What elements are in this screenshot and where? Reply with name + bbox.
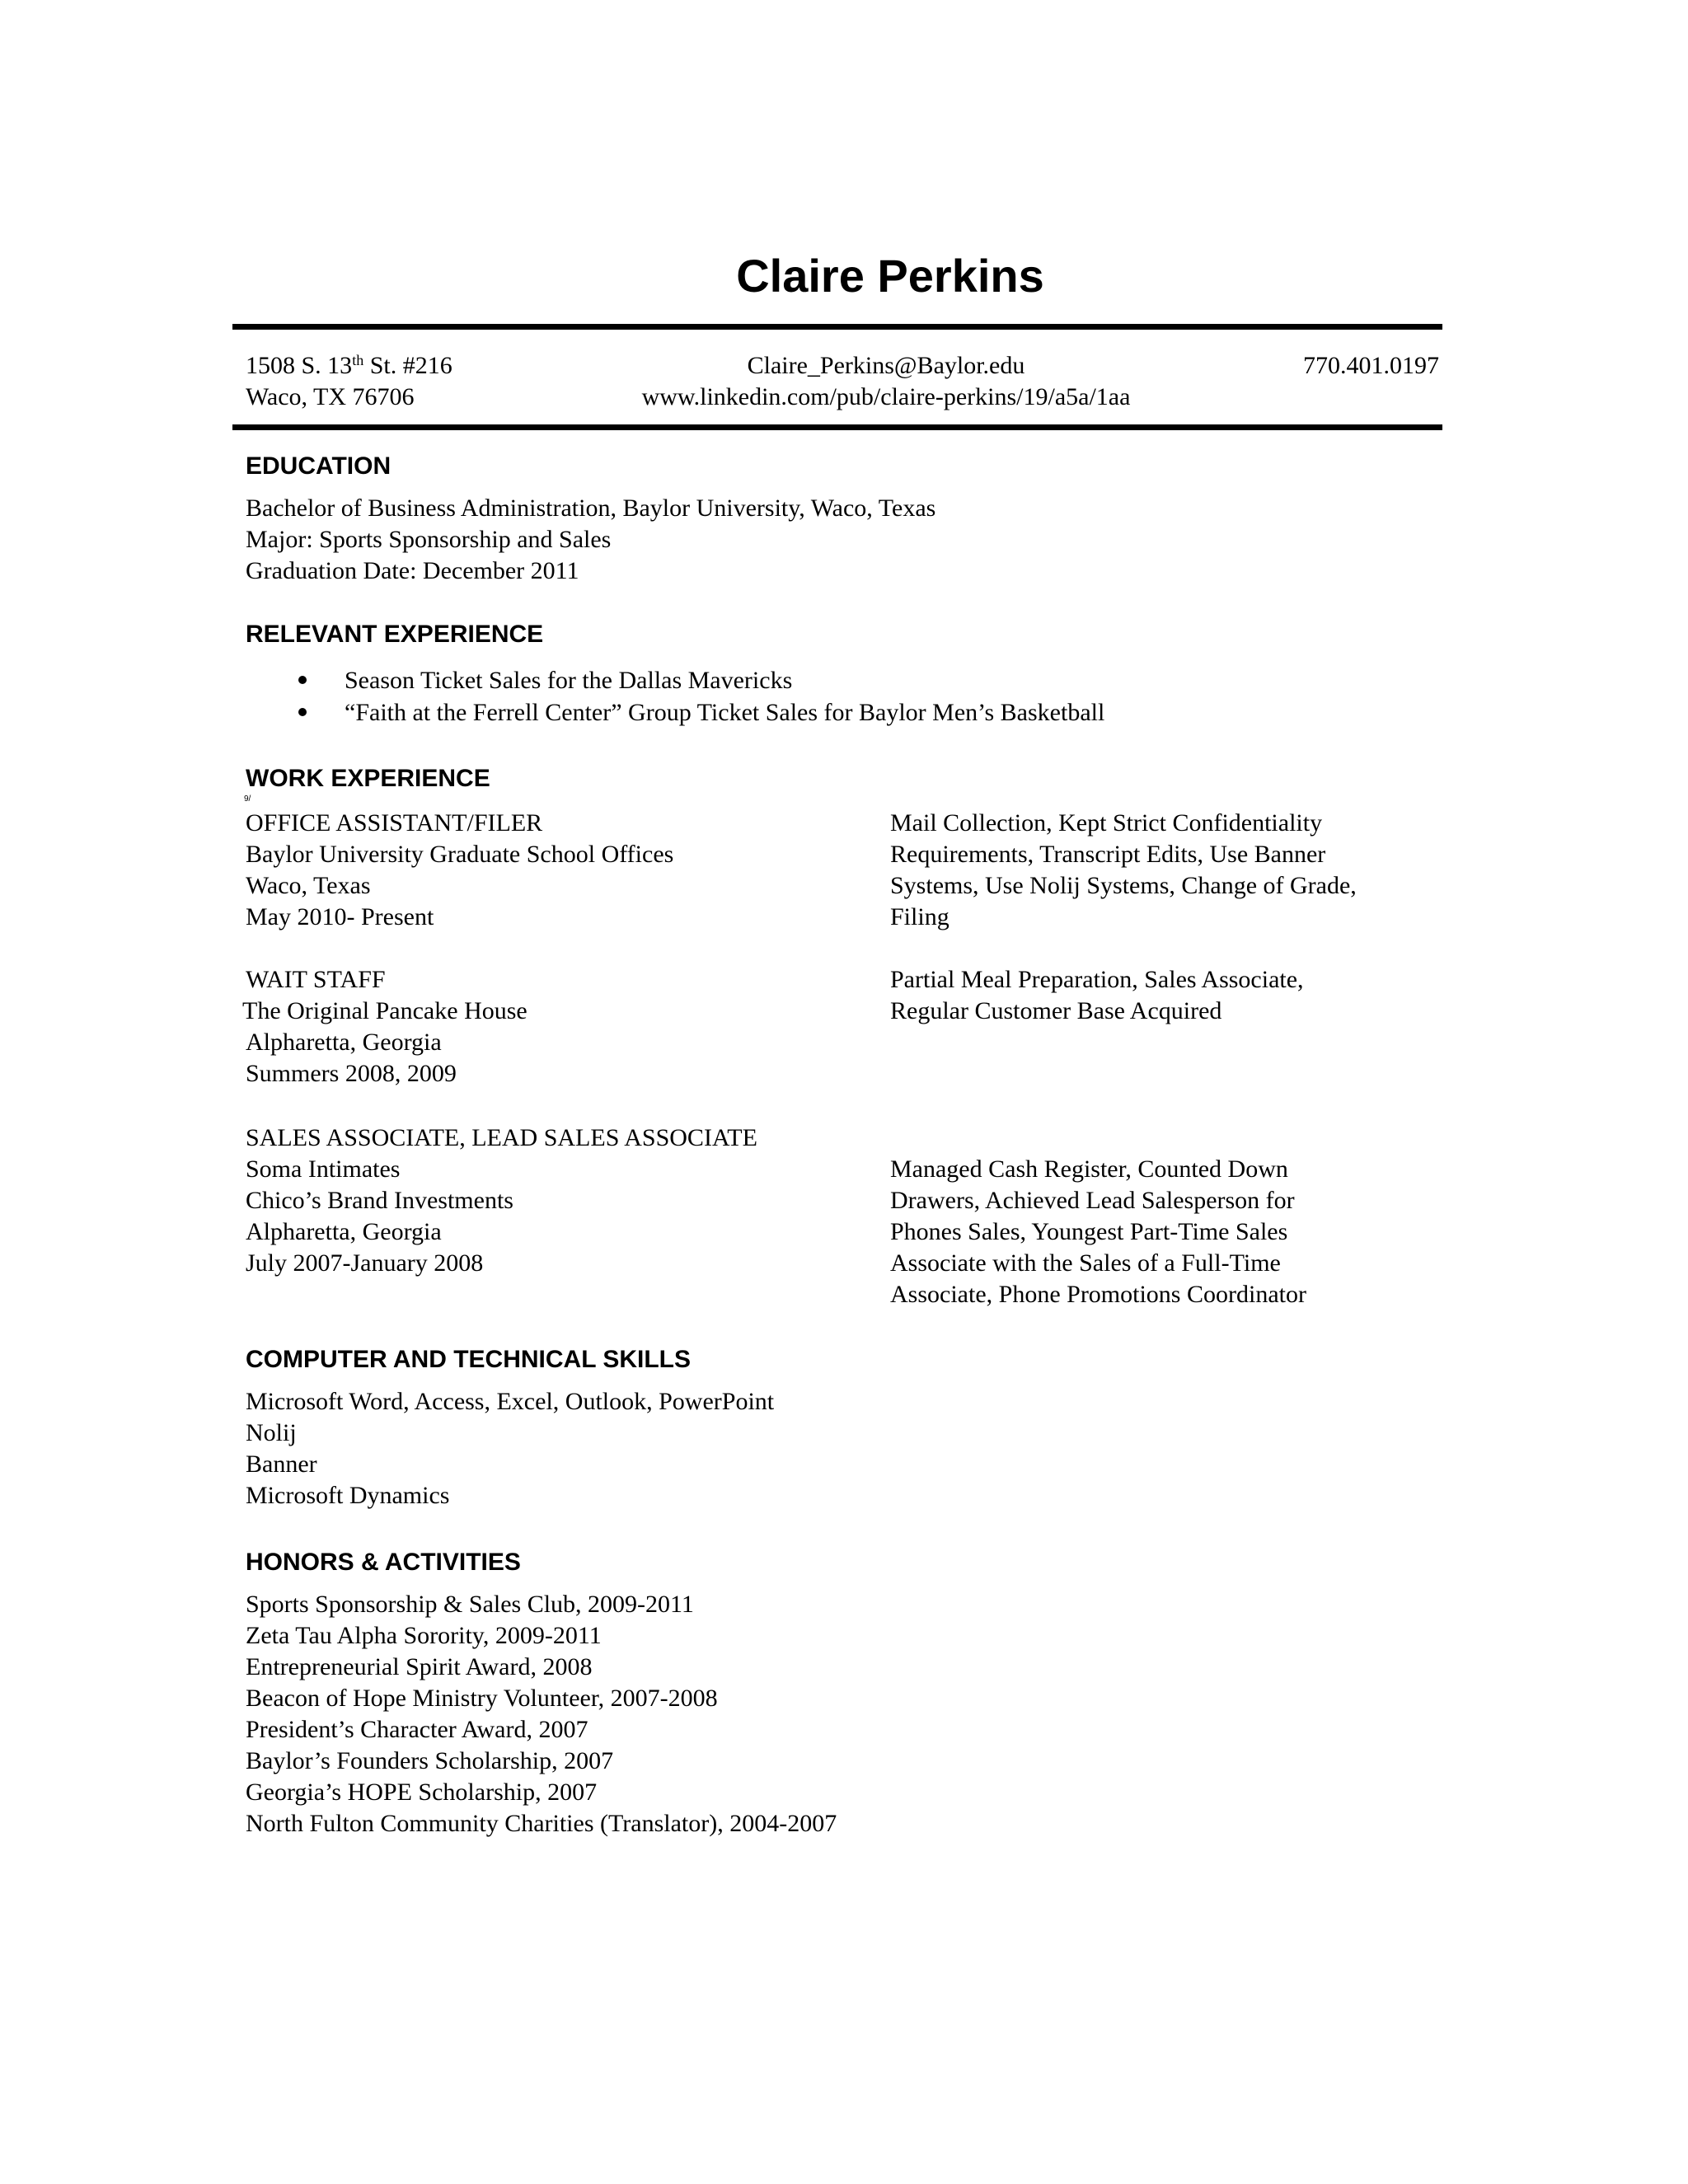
skills-list	[246, 1386, 774, 1511]
job-wait-staff	[242, 964, 528, 1090]
address-line-1: 1508 S. 13th St. #216	[246, 352, 452, 379]
contact-phone	[1303, 350, 1439, 382]
job-dates: Summers 2008, 2009	[246, 1060, 457, 1087]
job-dates: May 2010- Present	[246, 903, 434, 930]
job-wait-staff-duties: Partial Meal Preparation, Sales Associate, Regular Customer Base Acquired	[890, 966, 1304, 1024]
email-link[interactable]: Claire_Perkins@Baylor.edu	[747, 352, 1025, 379]
honors-list	[246, 1589, 837, 1840]
job-dates: July 2007-January 2008	[246, 1249, 484, 1277]
list-item: Beacon of Hope Ministry Volunteer, 2007-2008	[246, 1685, 718, 1712]
list-item: President’s Character Award, 2007	[246, 1716, 588, 1743]
job-location: Waco, Texas	[246, 872, 371, 899]
list-item: Entrepreneurial Spirit Award, 2008	[246, 1653, 593, 1680]
job-employer-parent: Chico’s Brand Investments	[246, 1187, 513, 1214]
education-block	[246, 493, 935, 587]
education-heading: EDUCATION	[246, 452, 392, 480]
job-location: Alpharetta, Georgia	[246, 1029, 442, 1056]
list-item: Baylor’s Founders Scholarship, 2007	[246, 1747, 614, 1774]
job-title: WAIT STAFF	[246, 966, 386, 993]
list-item: Sports Sponsorship & Sales Club, 2009-2011	[246, 1591, 694, 1618]
list-item: North Fulton Community Charities (Translator), 2004-2007	[246, 1810, 837, 1837]
job-employer: Baylor University Graduate School Offices	[246, 841, 674, 868]
address-line-2: Waco, TX 76706	[246, 383, 415, 410]
bullet-icon	[298, 708, 307, 716]
honors-heading: HONORS & ACTIVITIES	[246, 1549, 521, 1576]
resume-page: Claire Perkins 1508 S. 13th St. #216 Waco, TX 76706 Claire_Perkins@Baylor.edu www.linkedin.com/pub/claire-perkins/19/a5a/1aa 770.401.0197 EDUCATION Bachelor of Business Administration, Baylor University, Waco, Texas Major: Sports Sponsorship and Sales Graduation Date: December 2011 RELEVANT EXPERIENCE Season Ticket Sales for the Dallas Mavericks “Faith at the Ferrell Center” Group Ticket Sales for Baylor Men’s Basketball WORK EXPERIENCE 9/ OFFICE ASSISTANT/FILER Baylor University Graduate School Offices Waco, Texas May 2010- Present Mail Collection, Kept Strict Confidentiality Requirements, Transcript Edits, Use Banner Systems, Use Nolij Systems, Change of Grade, Filing WAIT STAFF The Original Pancake House Alpharetta, Georgia Summers 2008, 2009 Partial Meal Preparation, Sales Associate, Regular Customer Base Acquired SALES ASSOCIATE, LEAD SALES ASSOCIATE Soma Intimates Chico’s Brand Investments Alpharetta, Georgia July 2007-January 2008 Managed Cash Register, Counted Down Drawers, Achieved Lead Salesperson for Phones Sales, Youngest Part-Time Sales Associate with the Sales of a Full-Time Associate, Phone Promotions Coordinator COMPUTER AND TECHNICAL SKILLS Microsoft Word, Access, Excel, Outlook, PowerPoint Nolij Banner Microsoft Dynamics HONORS & ACTIVITIES Sports Sponsorship & Sales Club, 2009-2011 Zeta Tau Alpha Sorority, 2009-2011 Entrepreneurial Spirit Award, 2008 Beacon of Hope Ministry Volunteer, 2007-2008 President’s Character Award, 2007 Baylor’s Founders Scholarship, 2007 Georgia’s HOPE Scholarship, 2007 North Fulton Community Charities (Translator), 2004-2007	[0, 0, 1688, 2184]
header-top-rule	[232, 324, 1442, 330]
list-item: Nolij	[246, 1419, 297, 1446]
education-major: Major: Sports Sponsorship and Sales	[246, 526, 612, 553]
list-item: Microsoft Dynamics	[246, 1482, 450, 1509]
job-sales-associate	[246, 1122, 757, 1279]
job-employer: Soma Intimates	[246, 1155, 401, 1183]
job-sales-associate-duties: Managed Cash Register, Counted Down Drawers, Achieved Lead Salesperson for Phones Sales, Youngest Part-Time Sales Associate with the Sales of a Full-Time Associate, Phone Promotions Coordinator	[890, 1155, 1306, 1308]
list-item: Georgia’s HOPE Scholarship, 2007	[246, 1779, 598, 1806]
bullet-icon	[298, 676, 307, 684]
linkedin-link[interactable]: www.linkedin.com/pub/claire-perkins/19/a5a/1aa	[641, 383, 1131, 410]
job-title: SALES ASSOCIATE, LEAD SALES ASSOCIATE	[246, 1124, 757, 1151]
job-office-assistant	[246, 808, 673, 933]
education-graduation: Graduation Date: December 2011	[246, 557, 579, 584]
skills-heading: COMPUTER AND TECHNICAL SKILLS	[246, 1346, 691, 1373]
list-item: Microsoft Word, Access, Excel, Outlook, PowerPoint	[246, 1388, 775, 1415]
education-degree: Bachelor of Business Administration, Baylor University, Waco, Texas	[246, 494, 936, 522]
phone-number: 770.401.0197	[1303, 352, 1439, 379]
resume-name: Claire Perkins	[736, 250, 1044, 302]
list-item: Banner	[246, 1451, 317, 1478]
list-item: Zeta Tau Alpha Sorority, 2009-2011	[246, 1622, 602, 1649]
relevant-experience-heading: RELEVANT EXPERIENCE	[246, 621, 544, 648]
work-experience-heading: WORK EXPERIENCE	[246, 765, 490, 792]
job-location: Alpharetta, Georgia	[246, 1218, 442, 1245]
job-employer: The Original Pancake House	[242, 997, 528, 1024]
stray-mark: 9/	[244, 794, 251, 804]
job-office-assistant-duties: Mail Collection, Kept Strict Confidentiality Requirements, Transcript Edits, Use Banner Systems, Use Nolij Systems, Change of Grade, Filing	[890, 809, 1357, 930]
header-bottom-rule	[232, 424, 1442, 430]
job-title: OFFICE ASSISTANT/FILER	[246, 809, 543, 837]
